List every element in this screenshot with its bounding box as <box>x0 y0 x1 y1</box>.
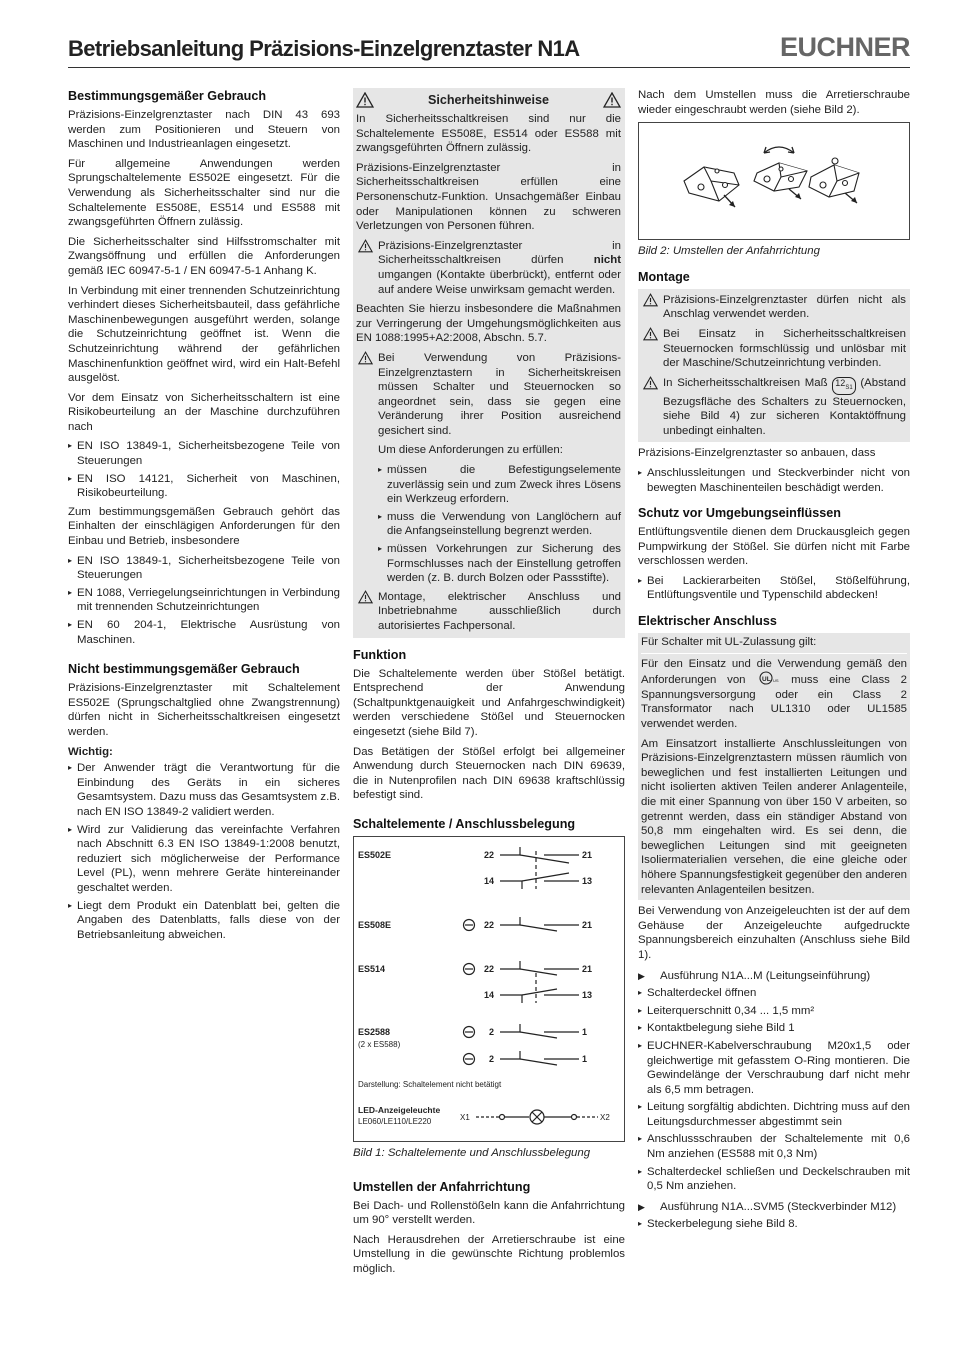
warning-note <box>356 590 621 634</box>
list-item: ▸ Liegt dem Produkt ein Datenblatt bei, gelten die Angaben des Datenblatts, falls diese von der Betriebsanleitung abweichen. <box>68 899 340 943</box>
text: Präzisions-Einzelgrenztaster dürfen nicht als Anschlag verwendet werden. <box>663 293 906 321</box>
text: Bei Einsatz in Sicherheitsschaltkreisen Steuernocken formschlüssig und unlösbar mit der Maschine/Schutzeinrichtung verbinden. <box>663 327 906 370</box>
list-item: ▸ Anschlussleitungen und Steckverbinder nicht von bewegten Maschinenteilen beschädigt werden. <box>638 466 910 495</box>
label-es2588: ES2588 <box>358 1026 391 1037</box>
terminal-13: 13 <box>582 875 593 886</box>
list-item: ▸ Steckerbelegung siehe Bild 8. <box>638 1217 910 1232</box>
paragraph: Um diese Anforderungen zu erfüllen: <box>378 444 563 457</box>
connection-steps-list <box>638 986 910 1194</box>
terminal-21: 21 <box>582 919 593 930</box>
label-es502e: ES502E <box>358 849 392 860</box>
warning-icon <box>643 293 658 307</box>
list-item: ▸ EUCHNER-Kabelverschraubung M20x1,5 oder gleichwertige mit gefasstem O-Ring montieren. Die Gewindelänge der Verschraubung darf nicht mehr als 6,5 mm betragen. <box>638 1039 910 1097</box>
list-item: ▸ muss die Verwendung von Langlöchern auf die Anfangseinstellung begrenzt werden. <box>378 510 621 539</box>
heading-function: Funktion <box>353 647 407 662</box>
list-item: ▸ EN ISO 13849-1, Sicherheitsbezogene Teile von Steuerungen <box>68 554 340 583</box>
paragraph: Präzisions-Einzelgrenztaster nach DIN 43 693 werden zum Positionieren und Steuern von Maschinen und Industrieanlagen eingesetzt. <box>68 109 340 151</box>
list-item: ▸ Anschlussschrauben der Schaltelemente mit 0,6 Nm anziehen (ES588 mit 0,3 Nm) <box>638 1132 910 1161</box>
terminal-22: 22 <box>484 919 495 930</box>
emphasis: nicht <box>593 254 621 267</box>
text: Für den Einsatz und die Verwendung gemäß den Anforderungen von <box>641 657 907 687</box>
list-item: ▸ Der Anwender trägt die Verantwortung für die Einbindung des Geräts in ein sicheres Gesamtsystem. Dazu muss das Gesamtsystem z.B. nach EN ISO 13849-2 validiert werden. <box>68 761 340 819</box>
euchner-logo: EUCHNER <box>779 32 910 62</box>
terminal-2: 2 <box>489 1026 495 1037</box>
list-item: ▸ müssen Vorkehrungen zur Sicherung des Formschlusses nach der Einstellung getroffen werden (z. B. durch Bolzen oder Passstifte). <box>378 542 621 586</box>
figure-approach-direction <box>638 122 910 240</box>
variant-heading <box>638 969 910 984</box>
paragraph: Nach dem Umstellen muss die Arretierschraube wieder eingeschraubt werden (siehe Bild 2). <box>638 89 910 116</box>
figure-switching-elements <box>353 836 625 1142</box>
terminal-22: 22 <box>484 849 495 860</box>
svg-text:US: US <box>773 678 779 684</box>
heading-intended-use: Bestimmungsgemäßer Gebrauch <box>68 89 267 103</box>
connector-list <box>638 1217 910 1232</box>
paragraph: Präzisions-Einzelgrenztaster mit Schaltelement ES502E (Sprungschaltglied ohne Zwangstrennung) dürfen nicht in Sicherheitsschaltkreisen eingesetzt werden. <box>68 682 340 738</box>
list-item: ▸ EN ISO 13849-1, Sicherheitsbezogene Teile von Steuerungen <box>68 439 340 468</box>
diagram-note: Darstellung: Schaltelement nicht betätigt <box>358 1079 502 1089</box>
list-item: ▸ Schalterdeckel schließen und Deckelschrauben mit 0,5 Nm anziehen. <box>638 1165 910 1194</box>
terminal-21: 21 <box>582 963 593 974</box>
list-item: ▶ Ausführung N1A...M (Leitungseinführung) <box>638 969 910 984</box>
list-item: ▸ EN ISO 14121, Sicherheit von Maschinen, Risikobeurteilung. <box>68 472 340 501</box>
warning-icon <box>358 351 373 365</box>
heading-switching-elements: Schaltelemente / Anschlussbelegung <box>353 816 576 831</box>
paragraph: Vor dem Einsatz von Sicherheitsschaltern ist eine Risikobeurteilung an der Maschine durchzuführen nach <box>68 391 340 433</box>
paragraph: Beachten Sie hierzu insbesondere die Maßnahmen zur Verringerung der Umgehungsmöglichkeiten aus EN 1088:1995+A2:2008, Abschn. 5.7. <box>356 303 621 345</box>
paragraph: Für allgemeine Anwendungen werden Sprungschaltelemente ES502E eingesetzt. Für die Verwendung als Sicherheitsschalter sind nur die Schaltelemente ES508E, ES514 und ES588 mit zwangsgeführten Öffnern zulässig. <box>68 157 340 229</box>
warning-icon <box>358 590 373 604</box>
list-item: ▸ Leiterquerschnitt 0,34 ... 1,5 mm² <box>638 1004 910 1019</box>
variant-heading <box>638 1200 910 1215</box>
dimension-symbol <box>832 377 855 395</box>
warning-note <box>356 239 621 297</box>
heading-mounting: Montage <box>638 269 690 284</box>
paragraph: Die Schaltelemente werden über Stößel betätigt. Entsprechend der Anwendung (Schaltpunktgenauigkeit und Anfahrgeschwindigkeit) werden verschiedene Stößel und Steuernocken eingesetzt (siehe Bild 7). <box>353 667 625 738</box>
warning-note <box>641 327 906 371</box>
important-list <box>68 761 340 942</box>
page-title: Betriebsanleitung Präzisions-Einzelgrenztaster N1A <box>68 36 580 61</box>
list-item: ▸ Bei Lackierarbeiten Stößel, Stößelführung, Entlüftungsventile und Typenschild abdecken! <box>638 574 910 603</box>
approach-direction-illustration <box>639 123 909 239</box>
list-item: ▸ EN 60 204-1, Elektrische Ausrüstung von Maschinen. <box>68 618 340 647</box>
paragraph: Zum bestimmungsgemäßen Gebrauch gehört das Einhalten der einschlägigen Anforderungen für den Einbau und Betrieb, insbesondere <box>68 505 340 548</box>
paragraph: Bei Verwendung von Anzeigeleuchten ist der auf dem Gehäuse der Anzeigeleuchte aufgedruckte Spannungsbereich einzuhalten (Anschluss siehe Bild 1). <box>638 905 910 961</box>
paragraph: Am Einsatzort installierte Anschlussleitungen von Präzisions-Einzelgrenztastern müssen räumlich von beweglichen und fest installierten Leitungen und nicht isolierten aktiven Teilen anderer Anlagenteile, die mit einer Spannung von über 150 V arbeiten, so getrennt werden, dass ein ständiger Abstand von 50,8 mm eingehalten wird. Es sei denn, die beweglichen Leitungen sind mit geeigneten Isoliermaterialien versehen, die eine gleiche oder höhere Spannungsfestigkeit gegenüber den anderen relevanten Anlagenteilen besitzen. <box>641 737 907 896</box>
wiring-diagram <box>354 837 624 1141</box>
heading-electrical: Elektrischer Anschluss <box>638 614 777 629</box>
important-label: Wichtig: <box>68 745 113 758</box>
column-middle <box>353 88 625 1282</box>
paragraph: Für Schalter mit UL-Zulassung gilt: <box>641 635 907 654</box>
requirements-list <box>356 463 621 586</box>
warning-note <box>641 376 906 439</box>
dimension-sub: S1 <box>845 384 853 391</box>
warning-note <box>641 293 906 322</box>
label-es2588-sub: (2 x ES588) <box>358 1039 401 1049</box>
warning-note <box>356 351 621 439</box>
text: umgangen (Kontakte überbrückt), entfernt oder auf andere Weise unwirksam gemacht werden. <box>378 268 621 296</box>
column-right <box>638 88 910 1236</box>
warning-icon <box>643 376 658 390</box>
paragraph: Das Betätigen der Stößel erfolgt bei allgemeiner Anwendung durch Steuernocken nach DIN 69639, die in Nutenprofilen nach DIN 69638 kraftschlüssig befestigt sind. <box>353 745 625 802</box>
ul-listed-icon <box>756 671 780 685</box>
figure-caption: Bild 1: Schaltelemente und Anschlussbelegung <box>353 1146 591 1159</box>
label-es508e: ES508E <box>358 919 392 930</box>
list-item: ▸ Schalterdeckel öffnen <box>638 986 910 1001</box>
dimension-value: 12 <box>835 377 846 388</box>
terminal-14: 14 <box>484 875 495 886</box>
text: (Abstand Bezugsfläche des Schalters zu Steuernocken, siehe Bild 4) zur sicheren Kontaktöffnung unbedingt einhalten. <box>663 376 906 437</box>
heading-improper-use: Nicht bestimmungsgemäßer Gebrauch <box>68 662 300 677</box>
label-es514: ES514 <box>358 963 386 974</box>
page-header <box>68 30 910 68</box>
warning-icon <box>643 327 658 341</box>
text: In Sicherheitsschaltkreisen Maß <box>663 376 833 389</box>
mounting-warnings-box <box>638 289 910 443</box>
warning-icon <box>356 92 374 108</box>
paragraph: Nach Herausdrehen der Arretierschraube ist eine Umstellung in die gewünschte Richtung problemlos möglich. <box>353 1233 625 1275</box>
ul-box <box>638 633 910 900</box>
heading-change-direction: Umstellen der Anfahrrichtung <box>353 1179 531 1194</box>
protection-list <box>638 574 910 603</box>
terminal-21: 21 <box>582 849 593 860</box>
paragraph: Entlüftungsventile dienen dem Druckausgleich gegen Pumpwirkung der Stößel. Sie dürfen nicht mit Farbe verschlossen werden. <box>638 526 910 568</box>
label-led-sub: LE060/LE110/LE220 <box>358 1116 432 1126</box>
list-item: ▸ Kontaktbelegung siehe Bild 1 <box>638 1021 910 1036</box>
text: Präzisions-Einzelgrenztaster in Sicherheitsschaltkreisen dürfen <box>378 239 621 267</box>
mounting-list <box>638 466 910 495</box>
terminal-22: 22 <box>484 963 495 974</box>
safety-box-title: Sicherheitshinweise <box>427 92 550 107</box>
figure-caption: Bild 2: Umstellen der Anfahrrichtung <box>638 245 820 258</box>
paragraph: Präzisions-Einzelgrenztaster so anbauen, dass <box>638 447 876 460</box>
terminal-1: 1 <box>582 1053 588 1064</box>
list-item: ▸ Wird zur Validierung das vereinfachte Verfahren nach Abschnitt 6.3 EN ISO 13849-1:2008 benutzt, reduziert sich möglicherweise der Performance Level (PL), wenn mehrere Geräte hintereinander geschaltet werden. <box>68 823 340 896</box>
svg-text:UL: UL <box>762 676 771 684</box>
paragraph: In Verbindung mit einer trennenden Schutzeinrichtung verhindert dieses Sicherheitsbauteil, dass gefährliche Maschinenbewegungen ausgeführt werden, solange die Schutzeinrichtung geöffnet ist. Wenn die Schutzeinrichtung während der gefährlichen Maschinenfunktion geöffnet wird, wird ein Halt-Befehl ausgelöst. <box>68 284 340 385</box>
list-item: ▸ müssen die Befestigungselemente zuverlässig sein und zum Zweck ihres Lösens ein Werkzeug erfordern. <box>378 463 621 507</box>
list-item: ▸ EN 1088, Verriegelungseinrichtungen in Verbindung mit trennenden Schutzeinrichtungen <box>68 586 340 615</box>
terminal-1: 1 <box>582 1026 588 1037</box>
terminal-x2: X2 <box>600 1112 610 1122</box>
text: Bei Verwendung von Präzisions-Einzelgrenztastern in Sicherheitskreisen müssen Schalter und Steuernocken so angeordnet sein, dass sie gegen eine Veränderung ihrer Position ausreichend gesichert sind. <box>378 351 621 437</box>
terminal-x1: X1 <box>460 1112 470 1122</box>
warning-icon <box>603 92 621 108</box>
label-led: LED-Anzeigeleuchte <box>358 1104 441 1115</box>
standards-list <box>68 439 340 500</box>
warning-icon <box>358 239 373 253</box>
terminal-2: 2 <box>489 1053 495 1064</box>
paragraph: In Sicherheitsschaltkreisen sind nur die Schaltelemente ES508E, ES514 oder ES588 mit zwangsgeführten Öffnern zulässig. <box>356 113 621 155</box>
list-item: ▸ Leitung sorgfältig abdichten. Dichtring muss auf den Leitungsdurchmesser abgestimmt sein <box>638 1100 910 1129</box>
text: Montage, elektrischer Anschluss und Inbetriebnahme ausschließlich durch autorisiertes Fachpersonal. <box>378 590 621 632</box>
column-left <box>68 88 340 946</box>
paragraph: Bei Dach- und Rollenstößeln kann die Anfahrrichtung um 90° verstellt werden. <box>353 1199 625 1227</box>
safety-box-header <box>356 92 621 108</box>
heading-protection: Schutz vor Umgebungseinflüssen <box>638 506 841 521</box>
safety-notes-box <box>353 88 625 638</box>
standards-list <box>68 554 340 648</box>
paragraph <box>641 657 907 732</box>
terminal-14: 14 <box>484 989 495 1000</box>
list-item: ▶ Ausführung N1A...SVM5 (Steckverbinder M12) <box>638 1200 910 1215</box>
paragraph: Die Sicherheitsschalter sind Hilfsstromschalter mit Zwangsöffnung und erfüllen die Anforderungen gemäß IEC 60947-5-1 / EN 60947-5-1 Anhang K. <box>68 235 340 277</box>
paragraph: Präzisions-Einzelgrenztaster in Sicherheitsschaltkreisen erfüllen eine Personenschutz-Funktion. Unsachgemäßer Einbau oder Manipulationen können zu schweren Verletzungen von Personen führen. <box>356 161 621 233</box>
text: muss eine Class 2 Spannungsversorgung oder ein Class 2 Transformator nach UL1310 oder UL1585 verwendet werden. <box>641 674 907 731</box>
terminal-13: 13 <box>582 989 593 1000</box>
